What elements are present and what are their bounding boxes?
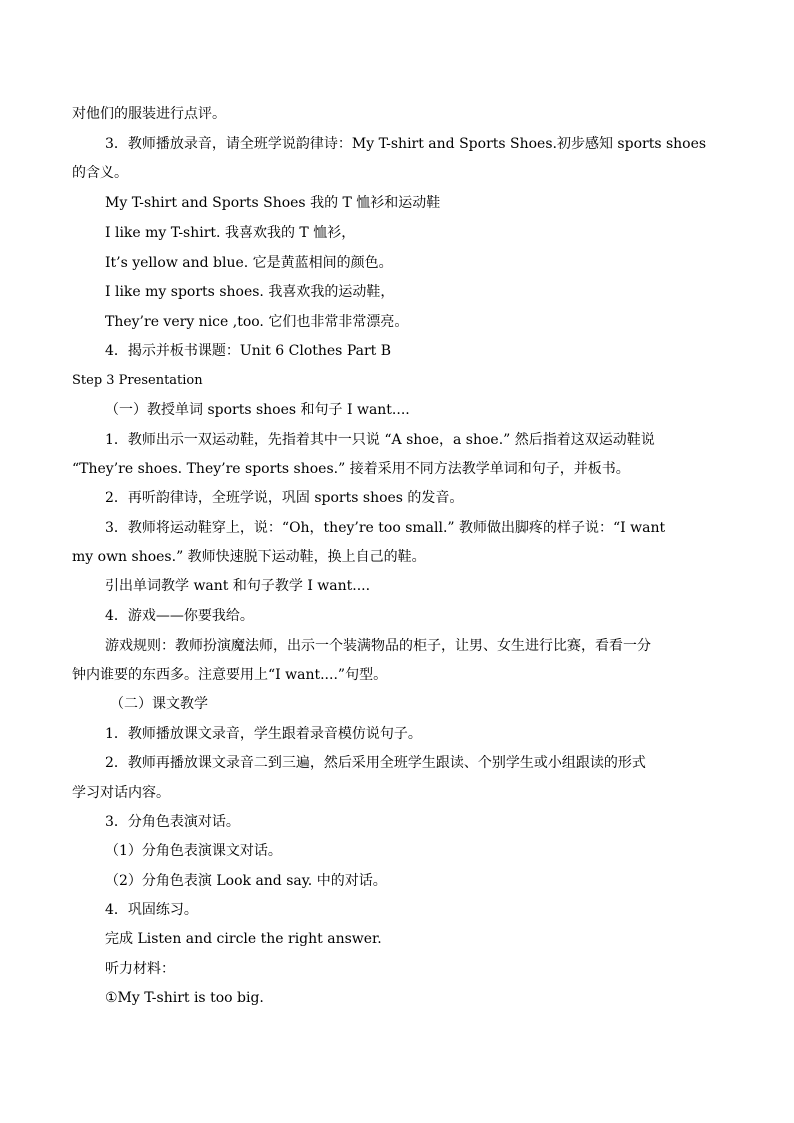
text-line-14: 2．再听韵律诗，全班学说，巩固 sports shoes 的发音。	[105, 490, 464, 506]
text-line-31: ①My T-shirt is too big.	[105, 990, 264, 1006]
section-heading: Step 3 Presentation	[72, 373, 203, 388]
text-line-1: 对他们的服装进行点评。	[72, 106, 226, 122]
text-line-2: 3．教师播放录音，请全班学说韵律诗：My T-shirt and Sports Shoes.初步感知 sports shoes	[105, 136, 707, 152]
text-line-17: 引出单词教学 want 和句子教学 I want....	[105, 578, 371, 594]
text-line-29: 完成 Listen and circle the right answer.	[105, 931, 382, 947]
text-line-28: 4．巩固练习。	[105, 902, 198, 918]
text-line-11: （一）教授单词 sports shoes 和句子 I want....	[105, 402, 410, 418]
text-line-9: 4．揭示并板书课题：Unit 6 Clothes Part B	[105, 343, 392, 359]
text-line-19: 游戏规则：教师扮演魔法师，出示一个装满物品的柜子，让男、女生进行比赛，看看一分	[105, 638, 651, 654]
text-line-18: 4．游戏——你要我给。	[105, 608, 254, 624]
text-line-3: 的含义。	[72, 165, 128, 181]
text-line-23: 2．教师再播放课文录音二到三遍，然后采用全班学生跟读、个别学生或小组跟读的形式	[105, 755, 646, 771]
text-line-12: 1．教师出示一双运动鞋，先指着其中一只说 “A shoe，a shoe.” 然后指着这双运动鞋说	[105, 432, 655, 448]
text-line-30: 听力材料：	[105, 961, 175, 977]
text-line-5: I like my T-shirt. 我喜欢我的 T 恤衫，	[105, 225, 356, 241]
text-line-7: I like my sports shoes. 我喜欢我的运动鞋，	[105, 284, 395, 300]
text-line-27: （2）分角色表演 Look and say. 中的对话。	[105, 873, 387, 889]
text-line-26: （1）分角色表演课文对话。	[105, 843, 282, 859]
text-line-21: （二）课文教学	[110, 696, 208, 712]
text-line-25: 3．分角色表演对话。	[105, 814, 240, 830]
text-line-24: 学习对话内容。	[72, 785, 170, 801]
text-line-6: It’s yellow and blue. 它是黄蓝相间的颜色。	[105, 255, 393, 271]
text-line-4: My T-shirt and Sports Shoes 我的 T 恤衫和运动鞋	[105, 195, 441, 211]
text-line-22: 1．教师播放课文录音，学生跟着录音模仿说句子。	[105, 726, 422, 742]
text-line-15: 3．教师将运动鞋穿上，说：“Oh，they’re too small.” 教师做出脚疼的样子说：“I want	[105, 520, 666, 536]
text-line-13: “They’re shoes. They’re sports shoes.” 接着采用不同方法教学单词和句子，并板书。	[72, 461, 630, 477]
text-line-16: my own shoes.” 教师快速脱下运动鞋，换上自己的鞋。	[72, 549, 426, 565]
text-line-8: They’re very nice ,too. 它们也非常非常漂亮。	[105, 314, 409, 330]
text-line-20: 钟内谁要的东西多。注意要用上“I want....”句型。	[72, 667, 388, 683]
